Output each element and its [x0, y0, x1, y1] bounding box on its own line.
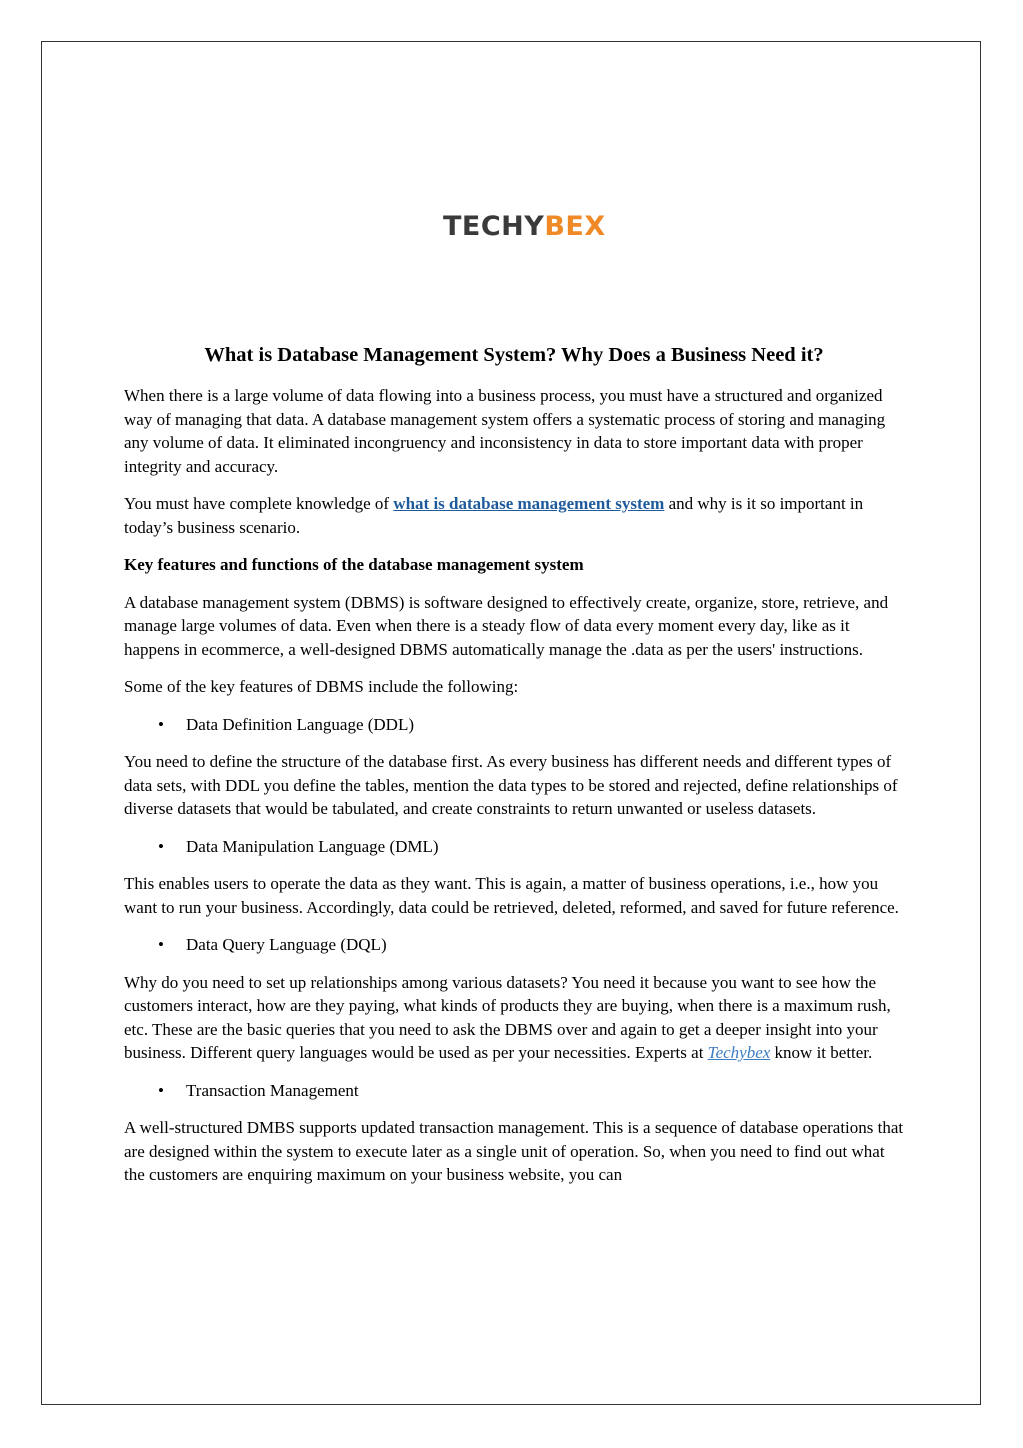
intro-paragraph: When there is a large volume of data flowing into a business process, you must have a structured and organized way of managing that data. A database management system offers a systematic process of storing and managing any volume of data. It eliminated incongruency and inconsistency in data to store important data with proper integrity and accuracy. [124, 386, 886, 476]
feature-bullet-transaction [124, 1079, 904, 1103]
feature-label: Data Query Language (DQL) [186, 935, 387, 954]
feature-label: Transaction Management [186, 1080, 359, 1100]
definition-paragraph: A database management system (DBMS) is software designed to effectively create, organize, store, retrieve, and manage large volumes of data. Even when there is a steady flow of data every moment every day, like as it happens in ecommerce, a well-designed DBMS automatically manage the .data as per the users' instructions. [124, 592, 889, 659]
techybex-logo [443, 208, 606, 244]
feature-description: This enables users to operate the data as they want. This is again, a matter of business operations, i.e., how you want to run your business. Accordingly, data could be retrieved, deleted, reformed, and saved for future reference. [124, 874, 899, 917]
bullet-dot-icon: • [158, 1080, 164, 1100]
feature-label: Data Manipulation Language (DML) [186, 836, 439, 856]
feature-description [124, 971, 904, 1065]
knowledge-text-after: and why is it so important in today’s business scenario. [124, 494, 864, 537]
knowledge-paragraph [124, 492, 904, 539]
feature-bullet-ddl [124, 713, 904, 737]
bullet-dot-icon: • [158, 935, 164, 954]
feature-bullet-dql [124, 933, 904, 957]
feature-label: Data Definition Language (DDL) [186, 714, 414, 734]
logo-part-a: TECHY [443, 210, 545, 242]
dql-text-before: Why do you need to set up relationships among various datasets? You need it because you want to see how the customers interact, how are they paying, what kinds of products they are buying, when there is a maximum rush, etc. These are the basic queries that you need to ask the DBMS over and again to get a deeper insight into your business. Different query languages would be used as per your necessities. Experts at [124, 972, 891, 1062]
article-title: What is Database Management System? Why Does a Business Need it? [204, 344, 824, 366]
dbms-article-link[interactable]: what is database management system [393, 494, 665, 513]
dql-text-after: know it better. [770, 1043, 873, 1062]
knowledge-text-before: You must have complete knowledge of [124, 494, 394, 513]
feature-description: You need to define the structure of the database first. As every business has different needs and different types of data sets, with DDL you define the tables, mention the data types to be stored and rejected, define relationships of diverse datasets that would be tabulated, and create constraints to return unwanted or useless datasets. [124, 752, 898, 818]
section-heading: Key features and functions of the database management system [124, 555, 584, 574]
feature-description: A well-structured DMBS supports updated transaction management. This is a sequence of database operations that are designed within the system to execute later as a single unit of operation. So, when you need to find out what the customers are enquiring maximum on your business website, you can [124, 1118, 904, 1184]
techybex-link[interactable]: Techybex [707, 1043, 771, 1062]
logo-part-b: BEX [544, 210, 606, 242]
feature-bullet-dml [124, 835, 904, 859]
bullet-dot-icon: • [158, 714, 164, 734]
article-body [124, 340, 904, 1201]
features-intro: Some of the key features of DBMS include the following: [124, 677, 519, 696]
bullet-dot-icon: • [158, 836, 164, 856]
